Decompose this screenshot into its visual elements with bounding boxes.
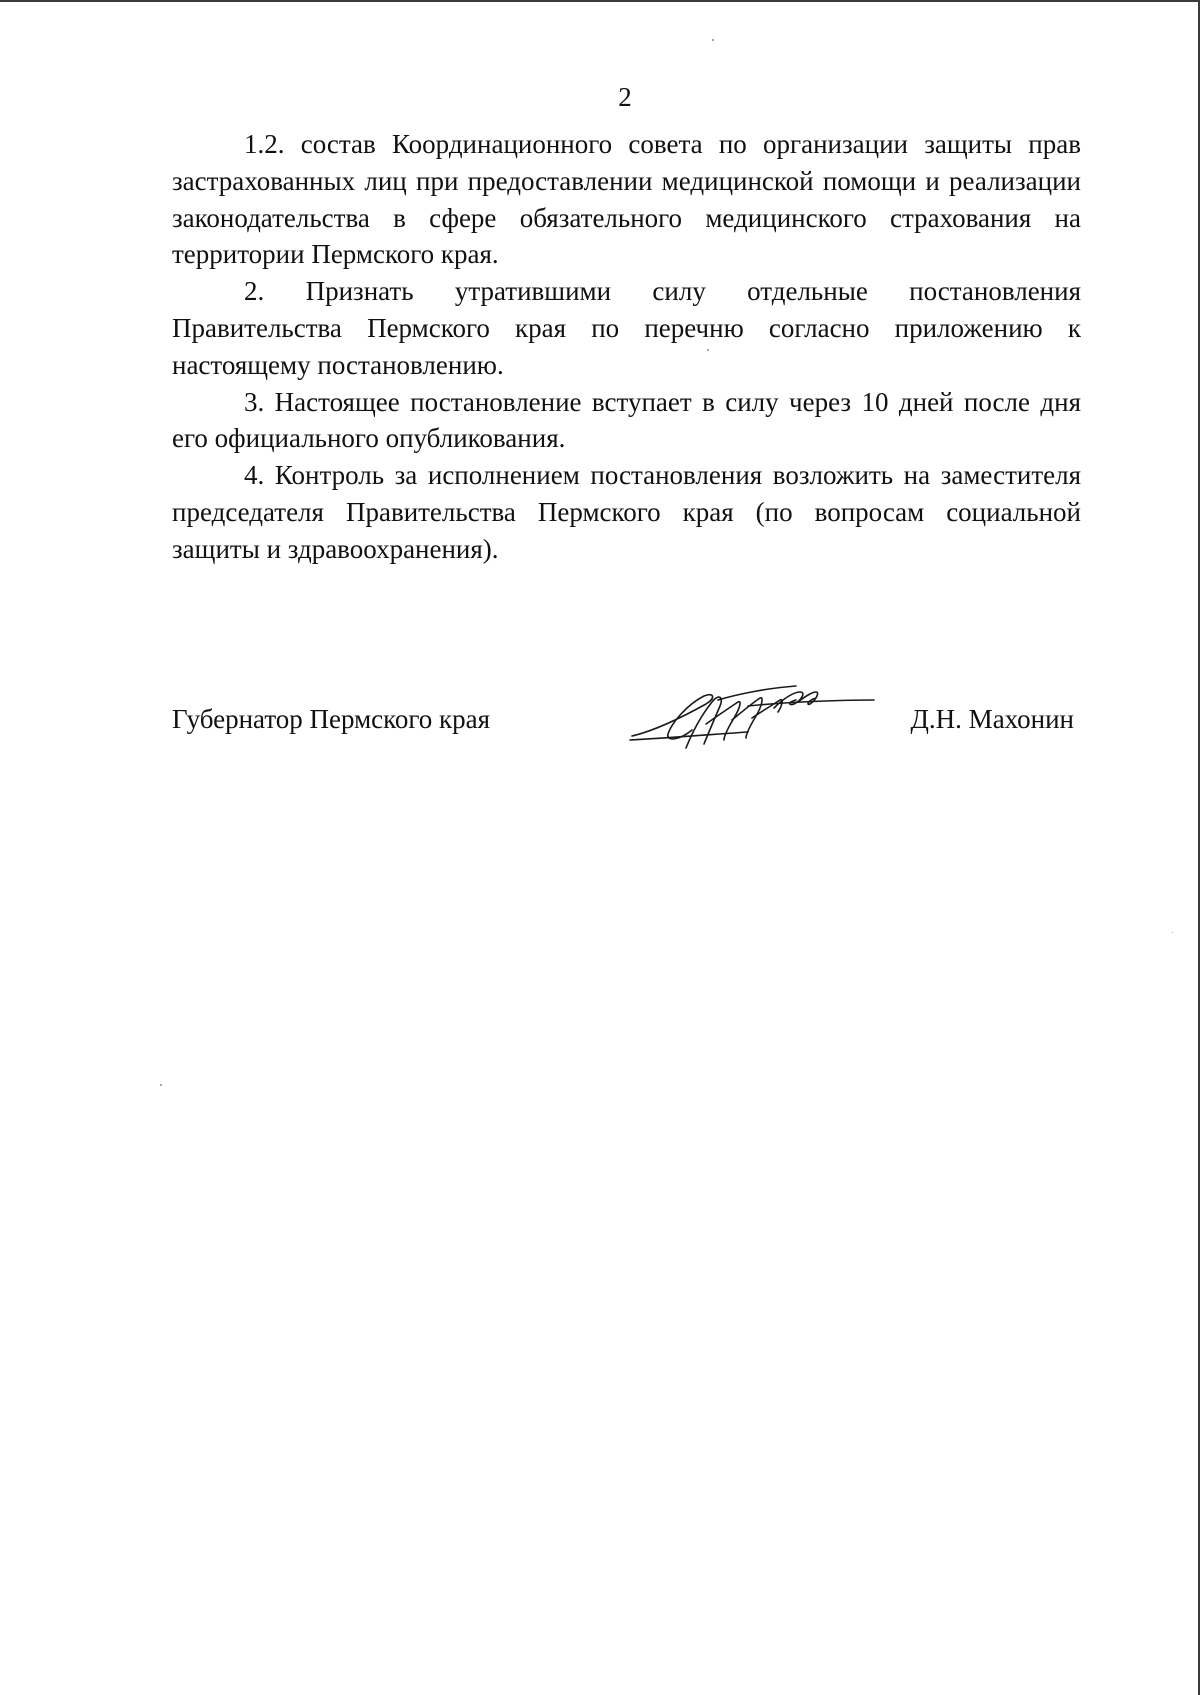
scan-speck bbox=[160, 1084, 162, 1086]
scan-speck bbox=[707, 349, 709, 351]
paragraph-1-2: 1.2. состав Координационного совета по организации защиты прав застрахованных лиц при предоставлении медицинской помощи и реализации законодательства в сфере обязательного медицинского страхования на территории Пермского края. bbox=[172, 129, 1081, 270]
handwritten-signature bbox=[628, 678, 876, 758]
signer-name: Д.Н. Махонин bbox=[910, 704, 1074, 734]
signer-title: Губернатор Пермского края bbox=[172, 704, 491, 734]
page-number: 2 bbox=[618, 82, 632, 112]
paragraph-3: 3. Настоящее постановление вступает в силу через 10 дней после дня его официального опубликования. bbox=[172, 386, 1081, 454]
scan-speck bbox=[1172, 932, 1173, 933]
paragraph-4: 4. Контроль за исполнением постановления возложить на заместителя председателя Правительства Пермского края (по вопросам социальной защиты и здравоохранения). bbox=[172, 460, 1081, 564]
scan-speck bbox=[712, 39, 714, 41]
signature-block bbox=[172, 698, 1081, 758]
document-body bbox=[172, 126, 1081, 568]
paragraph-2: 2. Признать утратившими силу отдельные постановления Правительства Пермского края по перечню согласно приложению к настоящему постановлению. bbox=[172, 276, 1081, 380]
